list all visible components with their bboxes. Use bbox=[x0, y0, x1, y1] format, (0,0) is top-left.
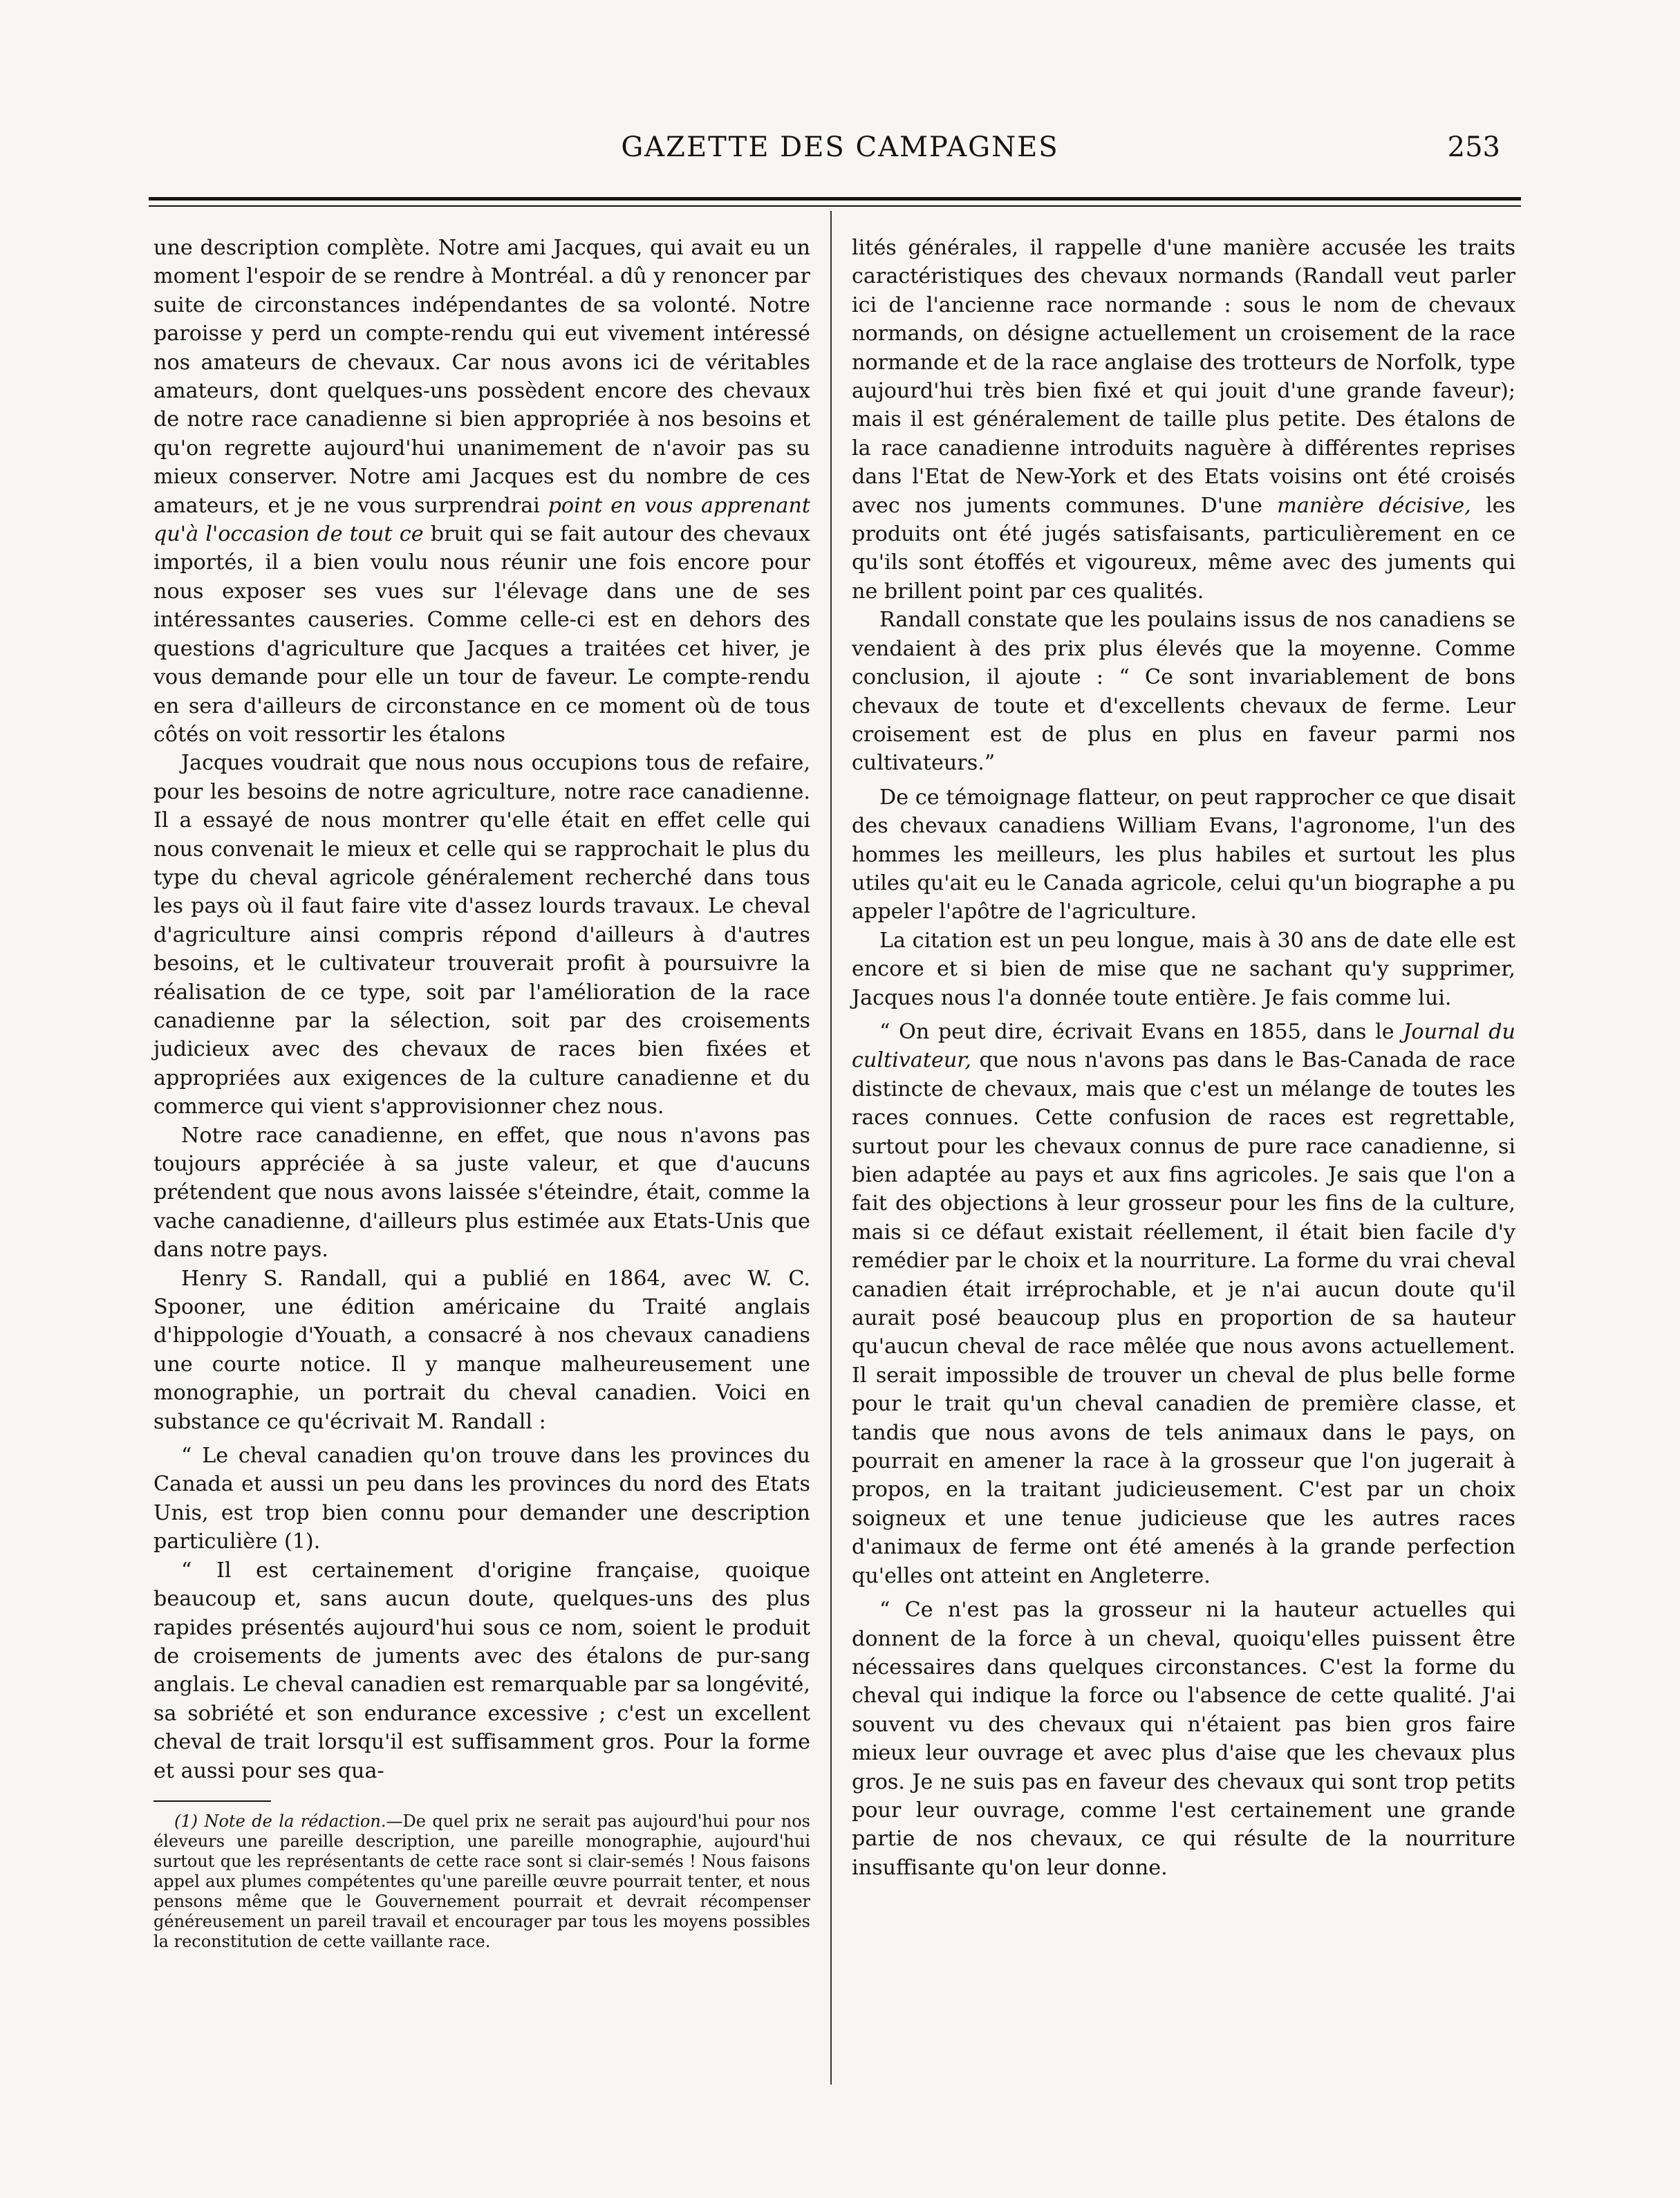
left-paragraph-1: une description complète. Notre ami Jacques, qui avait eu un moment l'espoir de se rendre à Montréal. a dû y renoncer par suite de circonstances indépendantes de sa volonté. Notre paroisse y perd un compte-rendu qui eut vivement intéressé nos amateurs de chevaux. Car nous avons ici de véritables amateurs, dont quelques-uns possèdent encore des chevaux de notre race canadienne si bien appropriée à nos besoins et qu'on regrette aujourd'hui unanimement de n'avoir pas su mieux conserver. Notre ami Jacques est du nombre de ces amateurs, et je ne vous surprendrai point en vous apprenant qu'à l'occasion de tout ce bruit qui se fait autour des chevaux importés, il a bien voulu nous réunir une fois encore pour nous exposer ses vues sur l'élevage dans une de ses intéressantes causeries. Comme celle-ci est en dehors des questions d'agriculture que Jacques a traitées cet hiver, je vous demande pour elle un tour de faveur. Le compte-rendu en sera d'ailleurs de circonstance en ce moment où de tous côtés on voit ressortir les étalons bbox=[153, 236, 810, 747]
footnote bbox=[153, 1812, 810, 1952]
header-rule-thick bbox=[149, 197, 1521, 201]
right-paragraph-1: lités générales, il rappelle d'une manière accusée les traits caractéristiques des chevaux normands (Randall veut parler ici de l'ancienne race normande : sous le nom de chevaux normands, on désigne actuellement un croisement de la race normande et de la race anglaise des trotteurs de Norfolk, type aujourd'hui très bien fixé et qui jouit d'une grande faveur); mais il est généralement de taille plus petite. Des étalons de la race canadienne introduits naguère à différentes reprises dans l'Etat de New-York et des Etats voisins ont été croisés avec nos juments communes. D'une manière décisive, les produits ont été jugés satisfaisants, particulièrement en ce qu'ils sont étoffés et vigoureux, même avec des juments qui ne brillent point par ces qualités. bbox=[852, 236, 1515, 604]
right-column bbox=[852, 234, 1515, 1882]
right-paragraph-2: Randall constate que les poulains issus de nos canadiens se vendaient à des prix plus élevés que la moyenne. Comme conclusion, il ajoute : “ Ce sont invariablement de bons chevaux de toute et d'excellents chevaux de ferme. Leur croisement est de plus en plus en faveur parmi nos cultivateurs.” bbox=[852, 608, 1515, 776]
left-column bbox=[153, 234, 810, 1952]
page-number: 253 bbox=[1447, 131, 1500, 163]
left-paragraph-2: Jacques voudrait que nous nous occupions tous de refaire, pour les besoins de notre agriculture, notre race canadienne. Il a essayé de nous montrer qu'elle était en effet celle qui nous convenait le mieux et celle qui se rapprochait le plus du type du cheval agricole généralement recherché dans tous les pays où il faut faire vite d'assez lourds travaux. Le cheval d'agriculture ainsi compris répond d'ailleurs à d'autres besoins, et le cultivateur trouverait profit à poursuivre la réalisation de ce type, soit par l'amélioration de la race canadienne par la sélection, soit par des croisements judicieux avec des chevaux de races bien fixées et appropriées aux exigences de la culture canadienne et du commerce qui vient s'approvisionner chez nous. bbox=[153, 751, 810, 1119]
footnote-rule bbox=[153, 1800, 271, 1802]
left-paragraph-6: “ Il est certainement d'origine française, quoique beaucoup et, sans aucun doute, quelques-uns des plus rapides présentés aujourd'hui sous ce nom, soient le produit de croisements de juments avec des étalons de pur-sang anglais. Le cheval canadien est remarquable par sa longévité, sa sobriété et son endurance excessive ; c'est un excellent cheval de trait lorsqu'il est suffisamment gros. Pour la forme et aussi pour ses qua- bbox=[153, 1558, 810, 1783]
left-paragraph-3: Notre race canadienne, en effet, que nous n'avons pas toujours appréciée à sa juste valeur, et que d'aucuns prétendent que nous avons laissée s'éteindre, était, comme la vache canadienne, d'ailleurs plus estimée aux Etats-Unis que dans notre pays. bbox=[153, 1123, 810, 1263]
right-paragraph-4: La citation est un peu longue, mais à 30 ans de date elle est encore et si bien de mise que ne sachant qu'y supprimer, Jacques nous l'a donnée toute entière. Je fais comme lui. bbox=[852, 928, 1515, 1010]
journal-title: GAZETTE DES CAMPAGNES bbox=[621, 131, 1059, 163]
footnote-label: (1) Note de la rédaction.— bbox=[174, 1811, 403, 1831]
left-paragraph-5: “ Le cheval canadien qu'on trouve dans les provinces du Canada et aussi un peu dans les provinces du nord des Etats Unis, est trop bien connu pour demander une description particulière (1). bbox=[153, 1444, 810, 1554]
header-rule-thin bbox=[149, 205, 1521, 207]
right-paragraph-5: “ On peut dire, écrivait Evans en 1855, dans le Journal du cultivateur, que nous n'avons pas dans le Bas-Canada de race distincte de chevaux, mais que c'est un mélange de toutes les races connues. Cette confusion de races est regrettable, surtout pour les chevaux connus de pure race canadienne, si bien adaptée au pays et aux fins agricoles. Je sais que l'on a fait des objections à leur grosseur pour les fins de la culture, mais si ce défaut existait réellement, il était bien facile d'y remédier par le choix et la nourriture. La forme du vrai cheval canadien était irréprochable, et je n'ai aucun doute qu'il aurait posé beaucoup plus en proportion de sa hauteur qu'aucun cheval de race mêlée que nous avons actuellement. Il serait impossible de trouver un cheval de plus belle forme pour le trait qu'un cheval canadien de première classe, et tandis que nous avons de tels animaux dans le pays, on pourrait en amener la race à la grosseur que l'on jugerait à propos, en la traitant judicieusement. C'est par un choix soigneux et une tenue judicieuse que les autres races d'animaux de ferme ont été amenés à la grande perfection qu'elles ont atteint en Angleterre. bbox=[852, 1019, 1516, 1588]
left-paragraph-4: Henry S. Randall, qui a publié en 1864, avec W. C. Spooner, une édition américaine du Traité anglais d'hippologie d'Youath, a consacré à nos chevaux canadiens une courte notice. Il y manque malheureusement une monographie, un portrait du cheval canadien. Voici en substance ce qu'écrivait M. Randall : bbox=[153, 1266, 810, 1434]
right-paragraph-6: “ Ce n'est pas la grosseur ni la hauteur actuelles qui donnent de la force à un cheval, quoiqu'elles puissent être nécessaires dans quelques circonstances. C'est la forme du cheval qui indique la force ou l'absence de cette qualité. J'ai souvent vu des chevaux qui n'étaient pas bien gros faire mieux leur ouvrage et avec plus d'aise que les chevaux plus gros. Je ne suis pas en faveur des chevaux qui sont trop petits pour leur ouvrage, comme l'est certainement une grande partie de nos chevaux, ce qui résulte de la nourriture insuffisante qu'on leur donne. bbox=[852, 1598, 1515, 1880]
page-header bbox=[0, 131, 1680, 173]
footnote-text: De quel prix ne serait pas aujourd'hui pour nos éleveurs une pareille description, une pareille monographie, aujourd'hui surtout que les représentants de cette race sont si clair-semés ! Nous faisons appel aux plumes compétentes qu'une pareille œuvre pourrait tenter, et nous pensons même que le Gouvernement pourrait et devrait récompenser généreusement un pareil travail et encourager par tous les moyens possibles la reconstitution de cette vaillante race. bbox=[153, 1811, 810, 1951]
right-paragraph-3: De ce témoignage flatteur, on peut rapprocher ce que disait des chevaux canadiens William Evans, l'agronome, l'un des hommes les meilleurs, les plus habiles et surtout les plus utiles qu'ait eu le Canada agricole, celui qu'un biographe a pu appeler l'apôtre de l'agriculture. bbox=[852, 785, 1515, 924]
column-divider bbox=[830, 211, 832, 2085]
